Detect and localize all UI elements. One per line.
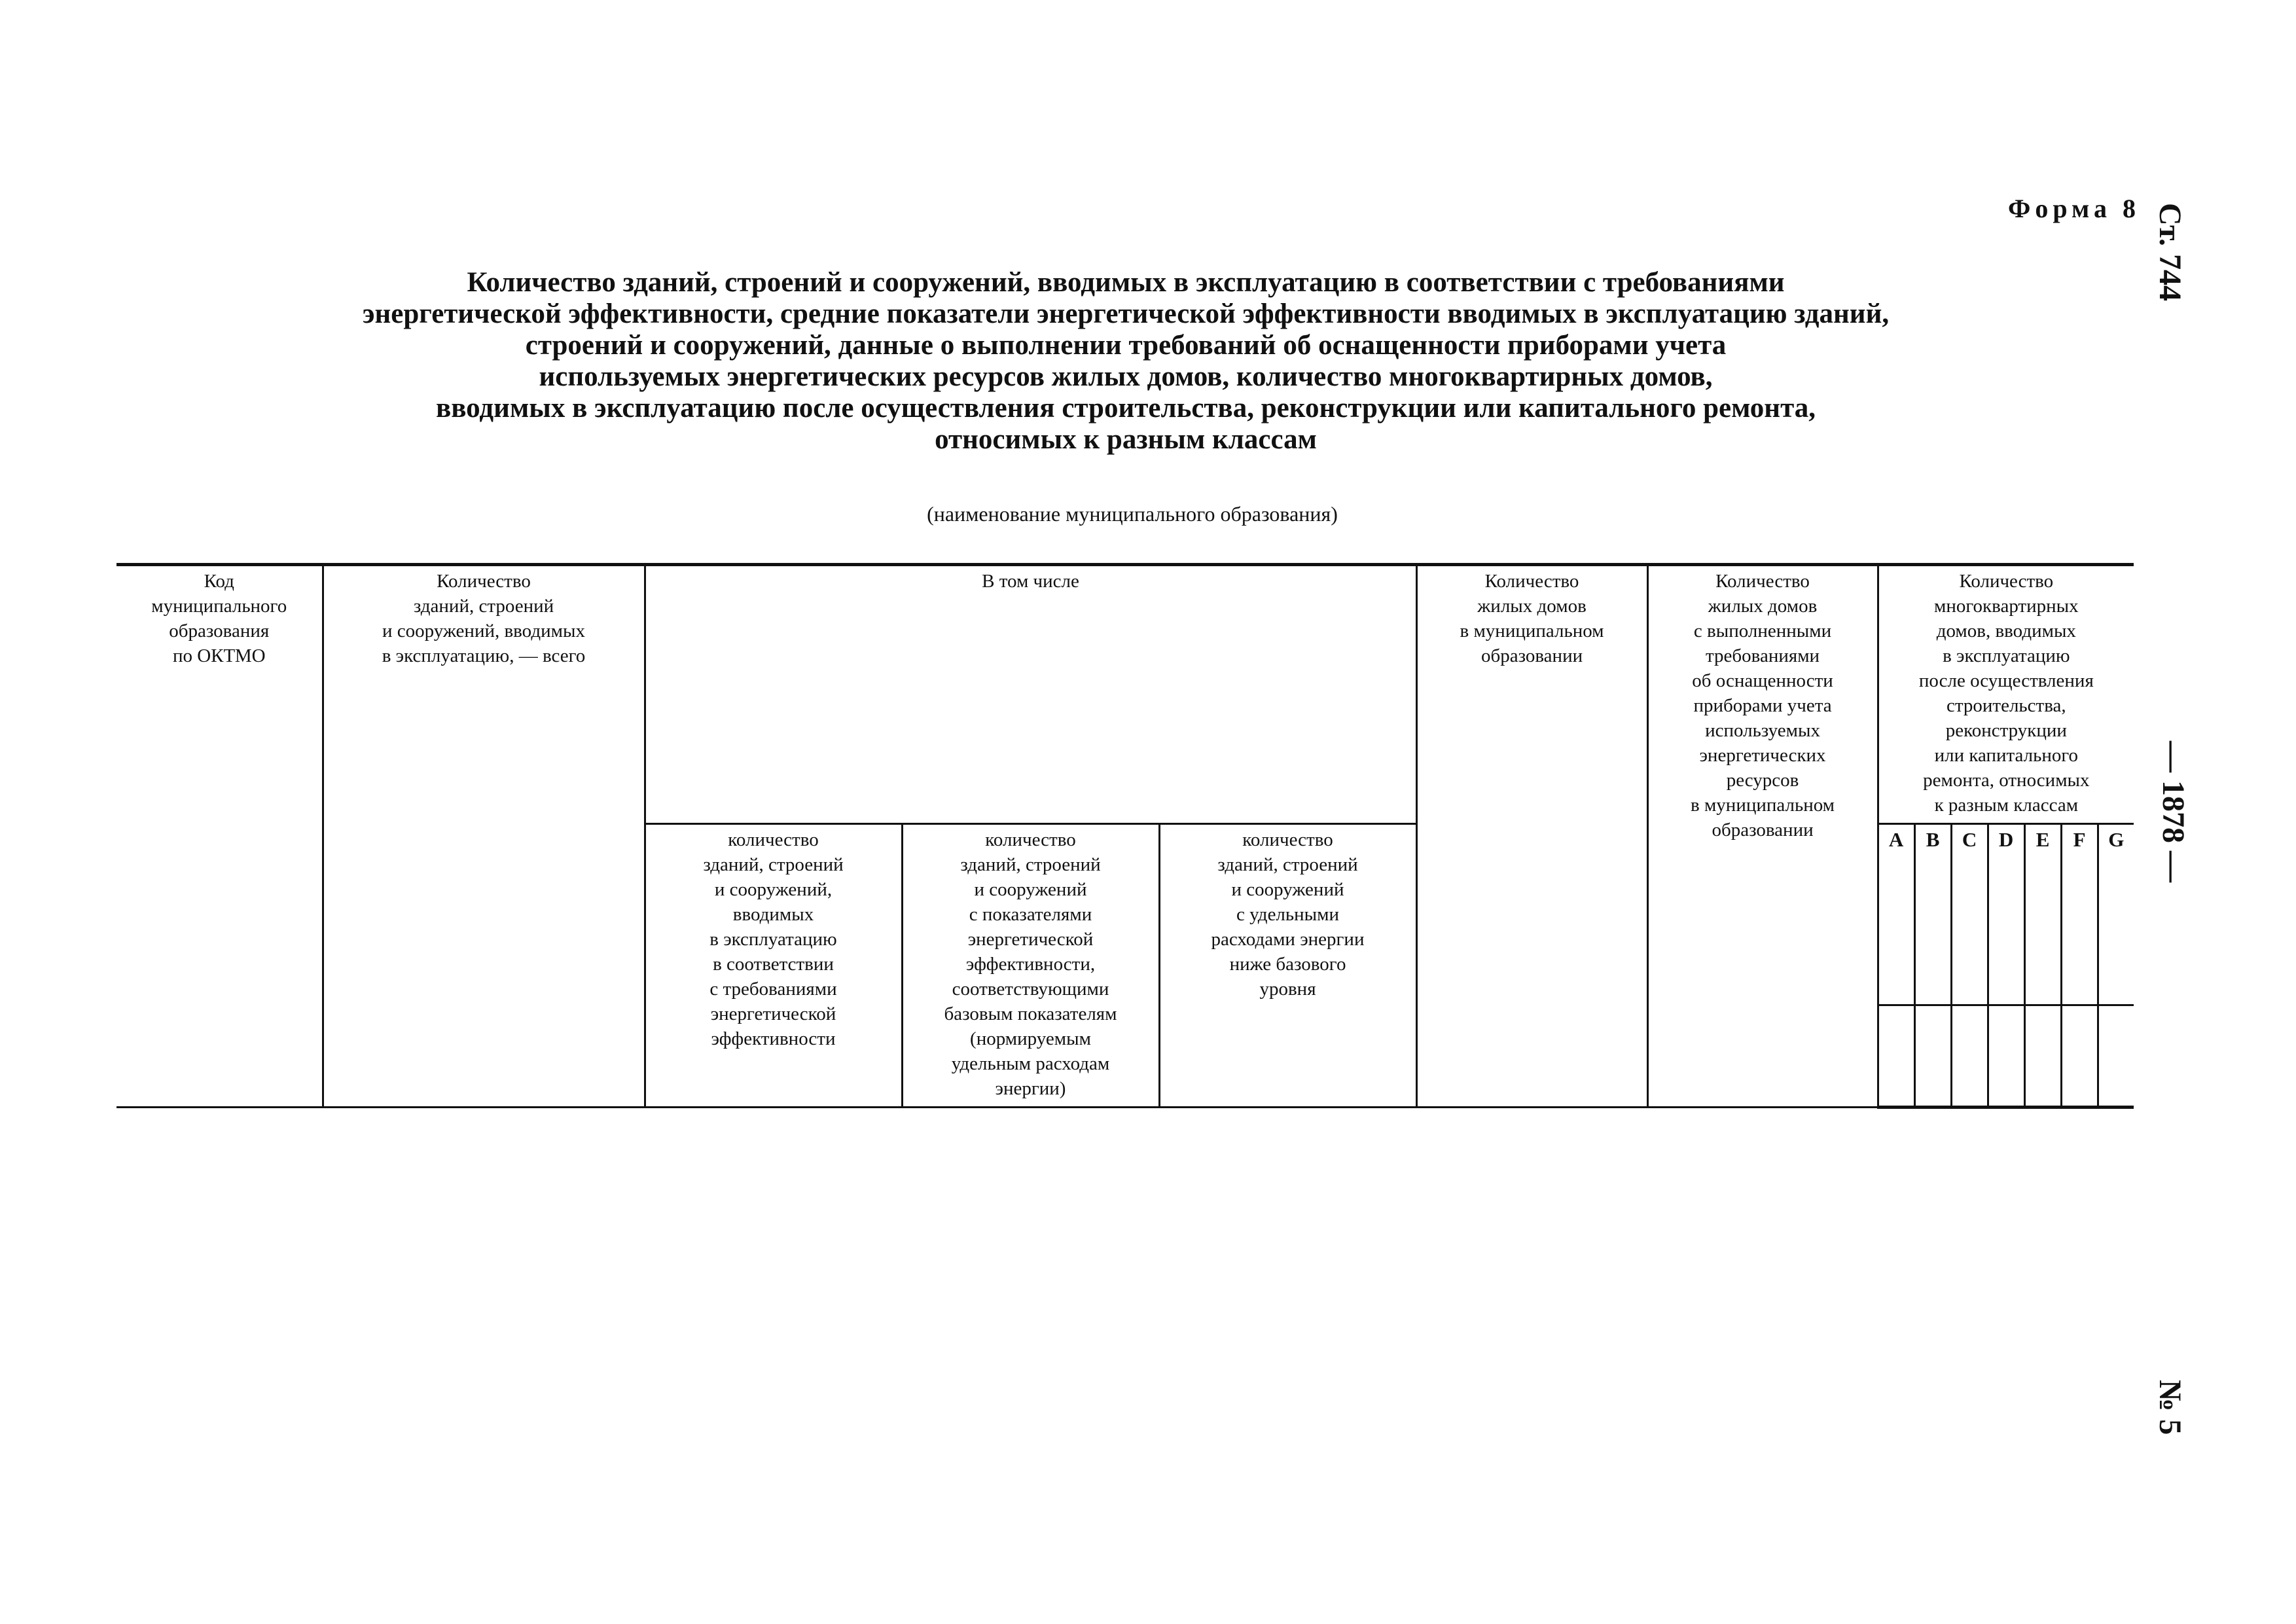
class-data-e xyxy=(2024,1005,2061,1107)
class-data-c xyxy=(1951,1005,1988,1107)
title-line: относимых к разным классам xyxy=(935,424,1317,455)
class-data-a xyxy=(1878,1005,1914,1107)
title-line: энергетической эффективности, средние показатели энергетической эффективности вводимых в эксплуатацию зданий, xyxy=(362,298,1890,329)
header-metered-houses-text: Количество жилых домов с выполненными требованиями об оснащенности приборами учета используемых энергетических ресурсов в муниципальном образовании xyxy=(1691,571,1835,840)
header-residential-houses xyxy=(1416,565,1647,1108)
side-page-number: — 1878 — xyxy=(2156,741,2191,882)
header-including xyxy=(645,565,1416,824)
class-data-d xyxy=(1988,1005,2024,1107)
class-cell-c: C xyxy=(1951,824,1988,1005)
header-total-buildings-text: Количество зданий, строений и сооружений, вводимых в эксплуатацию, — всего xyxy=(382,571,586,666)
municipality-name-caption: (наименование муниципального образования) xyxy=(927,502,1338,526)
class-cell-b: B xyxy=(1914,824,1951,1005)
header-municipality-code-text: Код муниципального образования по ОКТМО xyxy=(151,571,287,666)
header-apartment-buildings xyxy=(1878,565,2134,824)
side-article-number: Ст. 744 xyxy=(2153,203,2187,301)
title-line: строений и сооружений, данные о выполнении требований об оснащенности приборами учета xyxy=(525,330,1727,361)
header-base-indicators-text: количество зданий, строений и сооружений с показателями энергетической эффективности, соответствующими базовым показателям (нормируемым удельным расходам энергии) xyxy=(944,829,1117,1099)
class-data-f xyxy=(2061,1005,2098,1107)
class-cell-a: A xyxy=(1878,824,1914,1005)
class-cell-g: G xyxy=(2098,824,2134,1005)
header-apartment-buildings-text: Количество многоквартирных домов, вводимых в эксплуатацию после осуществления строительства, реконструкции или капитального ремонта, относимых к разным классам xyxy=(1918,571,2094,816)
header-residential-houses-text: Количество жилых домов в муниципальном образовании xyxy=(1460,571,1604,666)
header-meeting-requirements-text: количество зданий, строений и сооружений, вводимых в эксплуатацию в соответствии с требованиями энергетической эффективности xyxy=(703,829,844,1049)
form-table xyxy=(117,563,2134,1109)
title-line: используемых энергетических ресурсов жилых домов, количество многоквартирных домов, xyxy=(539,361,1713,392)
header-meeting-requirements xyxy=(645,824,902,1108)
title-line: Количество зданий, строений и сооружений, вводимых в эксплуатацию в соответствии с требованиями xyxy=(467,267,1785,298)
class-cell-f: F xyxy=(2061,824,2098,1005)
header-below-base-text: количество зданий, строений и сооружений с удельными расходами энергии ниже базового уровня xyxy=(1211,829,1365,1000)
header-total-buildings xyxy=(323,565,645,1108)
header-municipality-code xyxy=(117,565,323,1108)
header-base-indicators xyxy=(902,824,1159,1108)
form-number-label: Форма 8 xyxy=(2008,194,2140,223)
class-cell-e: E xyxy=(2024,824,2061,1005)
class-data-g xyxy=(2098,1005,2134,1107)
title-line: вводимых в эксплуатацию после осуществления строительства, реконструкции или капитального ремонта, xyxy=(436,393,1816,424)
class-cell-d: D xyxy=(1988,824,2024,1005)
class-data-b xyxy=(1914,1005,1951,1107)
document-title xyxy=(249,267,2003,456)
header-below-base xyxy=(1159,824,1416,1108)
header-including-text: В том числе xyxy=(982,571,1079,592)
side-issue-number: № 5 xyxy=(2153,1379,2187,1435)
header-metered-houses xyxy=(1647,565,1878,1108)
